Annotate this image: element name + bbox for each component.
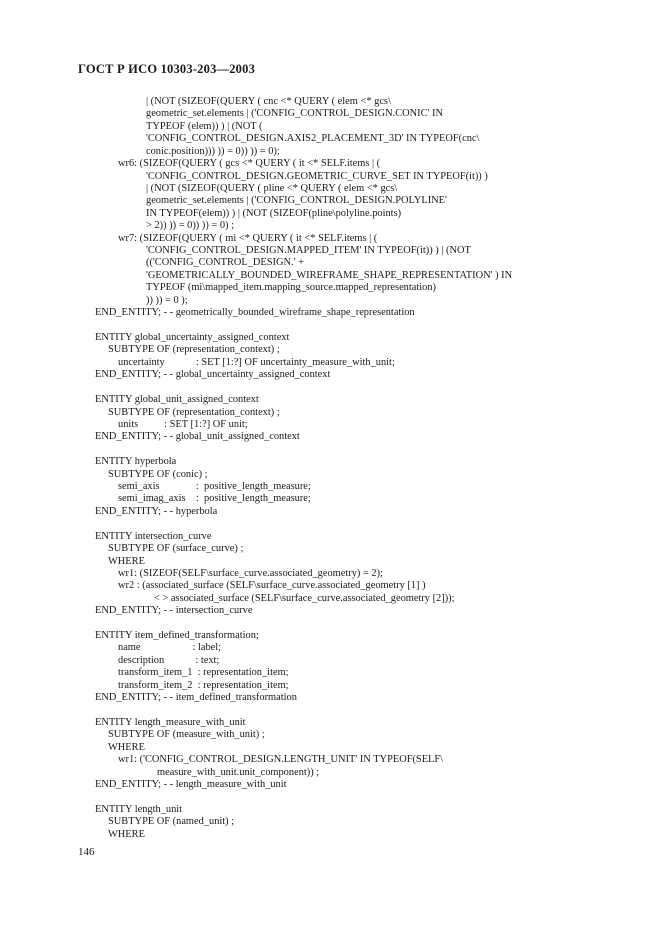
code-line: conic.position))) )) = 0)) )) = 0); bbox=[146, 145, 280, 157]
code-line: WHERE bbox=[108, 741, 145, 753]
code-line: ENTITY global_uncertainty_assigned_context bbox=[95, 331, 290, 343]
code-line: SUBTYPE OF (named_unit) ; bbox=[108, 816, 235, 828]
code-line: WHERE bbox=[108, 555, 145, 567]
code-line: 'CONFIG_CONTROL_DESIGN.MAPPED_ITEM' IN TYPEOF(it)) ) | (NOT bbox=[146, 245, 471, 257]
code-line: transform_item_2 : representation_item; bbox=[118, 679, 289, 691]
code-line: 'GEOMETRICALLY_BOUNDED_WIREFRAME_SHAPE_REPRESENTATION' ) IN bbox=[146, 269, 513, 281]
code-line: END_ENTITY; - - length_measure_with_unit bbox=[95, 779, 287, 791]
code-line: ENTITY item_defined_transformation; bbox=[95, 630, 259, 642]
code-line: ENTITY intersection_curve bbox=[95, 530, 212, 542]
code-line: units : SET [1:?] OF unit; bbox=[118, 418, 248, 430]
code-line: wr7: (SIZEOF(QUERY ( mi <* QUERY ( it <* SELF.items | ( bbox=[118, 232, 378, 244]
code-line: wr1: (SIZEOF(SELF\surface_curve.associated_geometry) = 2); bbox=[118, 567, 383, 579]
code-line: wr2 : (associated_surface (SELF\surface_curve.associated_geometry [1] ) bbox=[118, 580, 426, 592]
code-line: geometric_set.elements | ('CONFIG_CONTROL_DESIGN.CONIC' IN bbox=[146, 108, 444, 120]
code-line: ENTITY length_unit bbox=[95, 803, 183, 815]
code-line: geometric_set.elements | ('CONFIG_CONTROL_DESIGN.POLYLINE' bbox=[146, 195, 447, 207]
page-header: ГОСТ Р ИСО 10303-203—2003 bbox=[78, 62, 256, 76]
code-line: TYPEOF (mi\mapped_item.mapping_source.mapped_representation) bbox=[146, 282, 436, 294]
code-line: END_ENTITY; - - intersection_curve bbox=[95, 605, 253, 617]
code-line: ENTITY hyperbola bbox=[95, 456, 177, 468]
code-line: SUBTYPE OF (representation_context) ; bbox=[108, 406, 280, 418]
code-line: semi_axis : positive_length_measure; bbox=[118, 481, 311, 493]
code-line: END_ENTITY; - - item_defined_transformation bbox=[95, 692, 297, 704]
code-line: )) )) = 0 ); bbox=[146, 294, 188, 306]
code-line: END_ENTITY; - - geometrically_bounded_wireframe_shape_representation bbox=[95, 307, 415, 319]
code-line: WHERE bbox=[108, 828, 145, 840]
code-line: uncertainty : SET [1:?] OF uncertainty_measure_with_unit; bbox=[118, 356, 395, 368]
code-line: transform_item_1 : representation_item; bbox=[118, 667, 289, 679]
code-line: SUBTYPE OF (surface_curve) ; bbox=[108, 543, 244, 555]
code-line: | (NOT (SIZEOF(QUERY ( cnc <* QUERY ( elem <* gcs\ bbox=[146, 96, 391, 107]
code-line: wr6: (SIZEOF(QUERY ( gcs <* QUERY ( it <* SELF.items | ( bbox=[118, 158, 381, 170]
code-line: 'CONFIG_CONTROL_DESIGN.GEOMETRIC_CURVE_SET IN TYPEOF(it)) ) bbox=[146, 170, 488, 182]
code-line: > 2)) )) = 0)) )) = 0) ; bbox=[146, 220, 234, 232]
code-line: SUBTYPE OF (measure_with_unit) ; bbox=[108, 729, 265, 741]
code-line: 'CONFIG_CONTROL_DESIGN.AXIS2_PLACEMENT_3D' IN TYPEOF(cnc\ bbox=[146, 133, 480, 145]
code-line: measure_with_unit.unit_component)) ; bbox=[157, 766, 320, 778]
code-line: wr1: ('CONFIG_CONTROL_DESIGN.LENGTH_UNIT' IN TYPEOF(SELF\ bbox=[118, 754, 444, 766]
code-line: (('CONFIG_CONTROL_DESIGN.' + bbox=[146, 257, 304, 269]
code-line: END_ENTITY; - - global_uncertainty_assigned_context bbox=[95, 369, 331, 381]
code-line: < > associated_surface (SELF\surface_curve.associated_geometry [2])); bbox=[154, 592, 455, 604]
code-line: END_ENTITY; - - hyperbola bbox=[95, 505, 218, 517]
code-line: IN TYPEOF(elem)) ) | (NOT (SIZEOF(pline\polyline.points) bbox=[146, 207, 402, 219]
code-line: SUBTYPE OF (representation_context) ; bbox=[108, 344, 280, 356]
code-line: TYPEOF (elem)) ) | (NOT ( bbox=[146, 120, 263, 132]
code-line: ENTITY global_unit_assigned_context bbox=[95, 394, 259, 406]
code-line: SUBTYPE OF (conic) ; bbox=[108, 468, 208, 480]
code-line: semi_imag_axis : positive_length_measure; bbox=[118, 493, 311, 505]
code-line: name : label; bbox=[118, 642, 222, 654]
code-line: ENTITY length_measure_with_unit bbox=[95, 717, 246, 728]
code-line: description : text; bbox=[118, 654, 220, 666]
code-line: | (NOT (SIZEOF(QUERY ( pline <* QUERY ( elem <* gcs\ bbox=[146, 182, 398, 194]
code-line: END_ENTITY; - - global_unit_assigned_context bbox=[95, 431, 300, 443]
page-number: 146 bbox=[78, 846, 95, 858]
